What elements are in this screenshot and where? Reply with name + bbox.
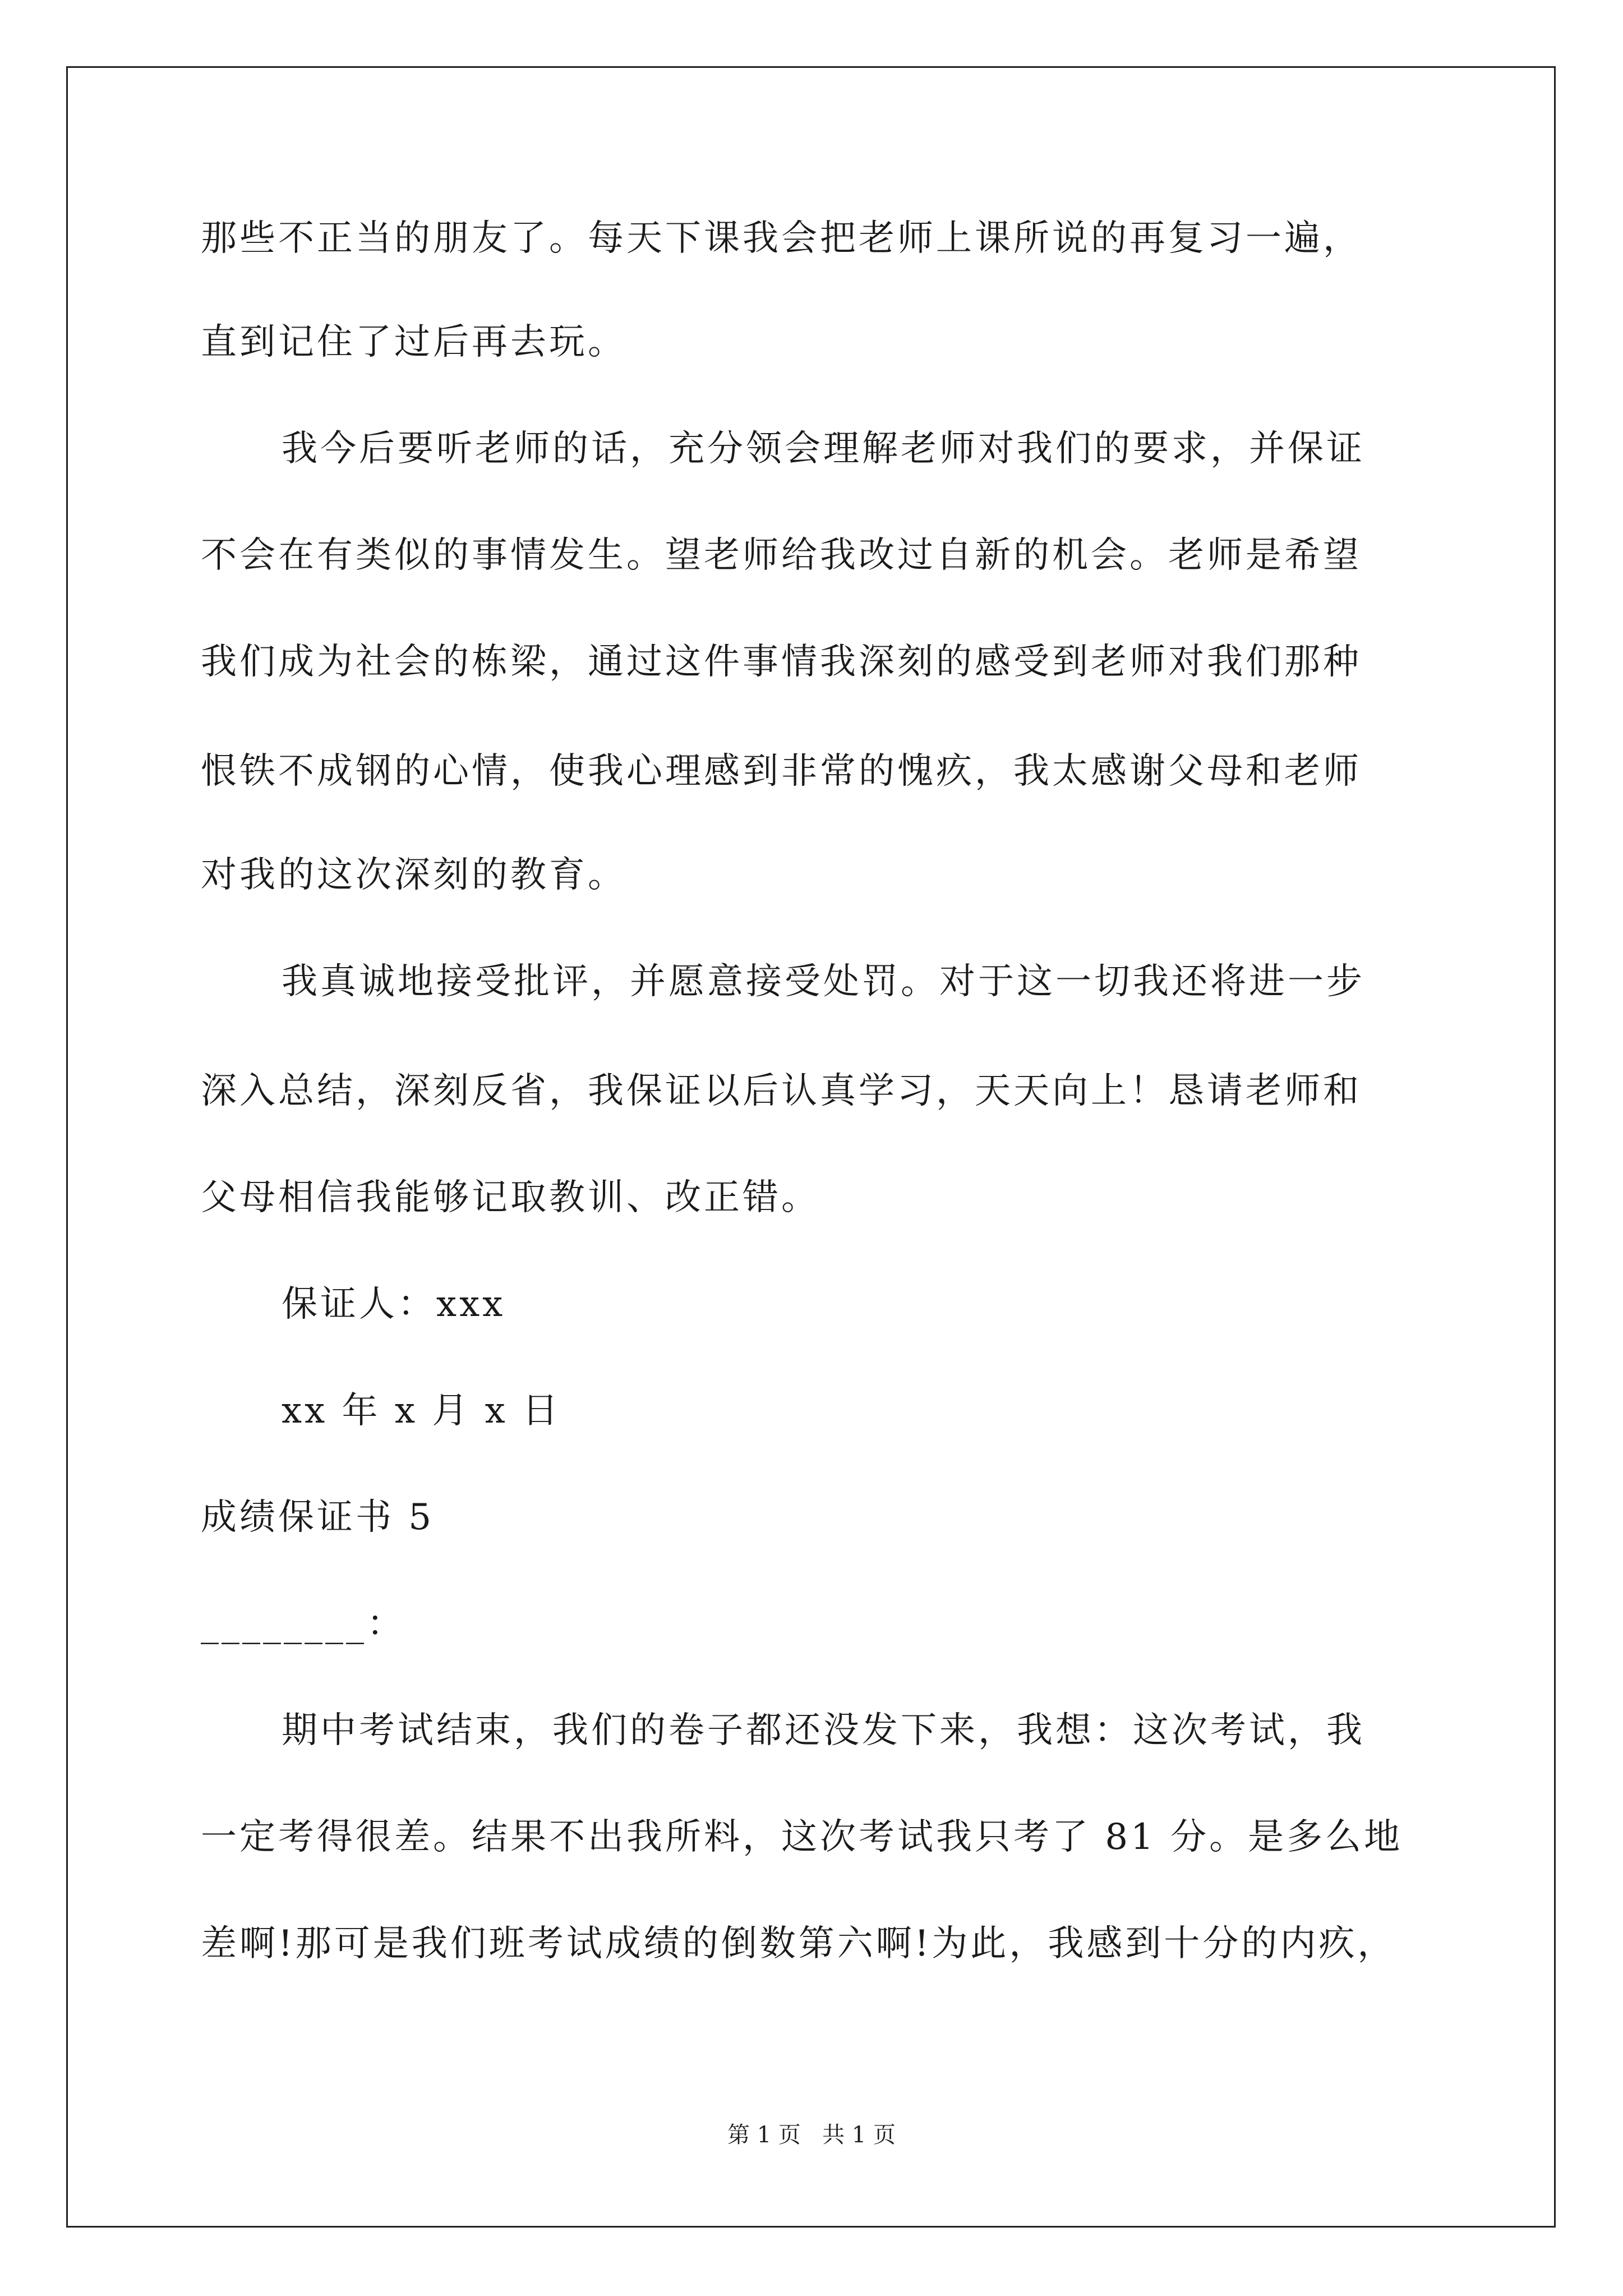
text-line: 差啊!那可是我们班考试成绩的倒数第六啊!为此，我感到十分的内疚， <box>201 1923 1396 1964</box>
page-border <box>66 66 1556 2228</box>
paragraph-line: 我真诚地接受批评，并愿意接受处罚。对于这一切我还将进一步 <box>282 961 1365 1002</box>
text-line: 对我的这次深刻的教育。 <box>201 854 626 896</box>
text-line: 深入总结，深刻反省，我保证以后认真学习，天天向上！恳请老师和 <box>201 1070 1362 1112</box>
text-line: 一定考得很差。结果不出我所料，这次考试我只考了 81 分。是多么地 <box>201 1816 1403 1858</box>
text-line: 恨铁不成钢的心情，使我心理感到非常的愧疚，我太感谢父母和老师 <box>201 751 1362 792</box>
paragraph-line: 期中考试结束，我们的卷子都还没发下来，我想：这次考试，我 <box>282 1710 1365 1751</box>
text-line: 那些不正当的朋友了。每天下课我会把老师上课所说的再复习一遍， <box>201 218 1362 259</box>
paragraph-line: 我今后要听老师的话，充分领会理解老师对我们的要求，并保证 <box>282 428 1365 470</box>
text-line: 不会在有类似的事情发生。望老师给我改过自新的机会。老师是希望 <box>201 535 1362 576</box>
section-title: 成绩保证书 5 <box>201 1497 435 1538</box>
page-footer: 第 1 页 共 1 页 <box>727 2122 896 2148</box>
text-line: 我们成为社会的栋梁，通过这件事情我深刻的感受到老师对我们那种 <box>201 641 1362 683</box>
guarantor-line: 保证人：xxx <box>282 1283 506 1325</box>
text-line: 父母相信我能够记取教训、改正错。 <box>201 1177 820 1218</box>
salutation-line: ________： <box>201 1603 405 1645</box>
text-line: 直到记住了过后再去玩。 <box>201 321 626 363</box>
date-line: xx 年 x 月 x 日 <box>282 1390 561 1432</box>
